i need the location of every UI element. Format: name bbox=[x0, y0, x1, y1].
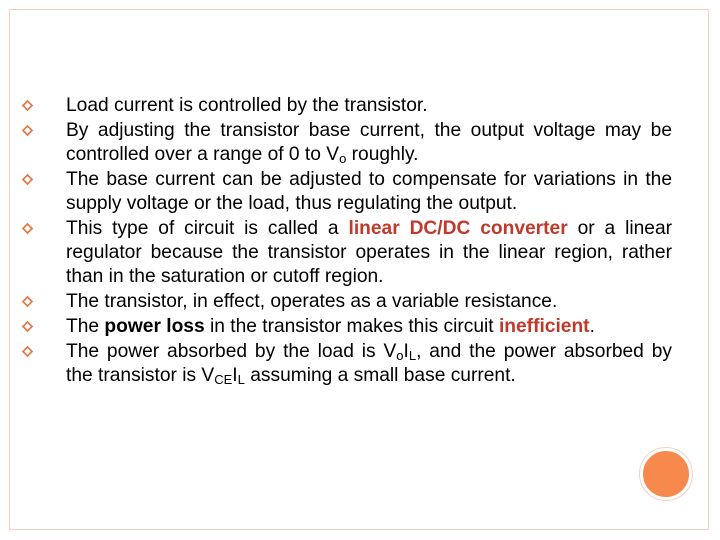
highlight-text: inefficient bbox=[498, 316, 590, 337]
diamond-outline-icon bbox=[21, 99, 34, 112]
bullet-text: The bbox=[66, 316, 105, 337]
subscript: o bbox=[396, 348, 404, 363]
diamond-outline-icon bbox=[21, 173, 34, 186]
decorative-circle bbox=[640, 448, 692, 500]
bullet-text: By adjusting the transistor base current, the output voltage may be controlled over a range of 0 to V bbox=[66, 120, 672, 165]
diamond-outline-icon bbox=[21, 124, 34, 137]
bullet-text: The base current can be adjusted to compensate for variations in the supply voltage or the load, thus regulating the output. bbox=[66, 169, 672, 214]
diamond-outline-icon bbox=[21, 295, 34, 308]
diamond-outline-icon bbox=[21, 320, 34, 333]
subscript: L bbox=[237, 372, 245, 387]
subscript: o bbox=[339, 151, 347, 166]
bullet-text: The power absorbed by the load is V bbox=[66, 341, 397, 362]
bullet-text: roughly. bbox=[346, 144, 419, 165]
subscript: L bbox=[408, 348, 417, 363]
subscript: CE bbox=[214, 372, 233, 387]
bullet-text: in the transistor makes this circuit bbox=[204, 316, 499, 337]
bullet-item bbox=[66, 119, 672, 167]
bullet-text: Load current is controlled by the transistor. bbox=[66, 95, 428, 116]
bullet-text: assuming a small base current. bbox=[244, 365, 516, 386]
bold-text: power loss bbox=[104, 316, 205, 337]
bullet-text: The transistor, in effect, operates as a variable resistance. bbox=[66, 291, 558, 312]
bullet-text: I bbox=[403, 341, 409, 362]
diamond-outline-icon bbox=[21, 222, 34, 235]
bullet-list bbox=[66, 94, 672, 389]
bullet-item bbox=[66, 217, 672, 289]
bullet-item bbox=[66, 315, 672, 339]
bullet-text: I bbox=[232, 365, 238, 386]
bullet-item bbox=[66, 168, 672, 216]
highlight-text: linear DC/DC converter bbox=[348, 218, 568, 239]
bullet-item bbox=[66, 94, 672, 118]
bullet-text: or a linear regulator because the transistor operates in the linear region, rather than in the saturation or cutoff region. bbox=[66, 218, 673, 287]
bullet-text: , and the power absorbed by the transistor is V bbox=[66, 341, 672, 386]
bullet-text: . bbox=[589, 316, 595, 337]
diamond-outline-icon bbox=[21, 345, 34, 358]
bullet-text: This type of circuit is called a bbox=[66, 218, 349, 239]
bullet-item bbox=[66, 290, 672, 314]
bullet-item bbox=[66, 340, 672, 388]
